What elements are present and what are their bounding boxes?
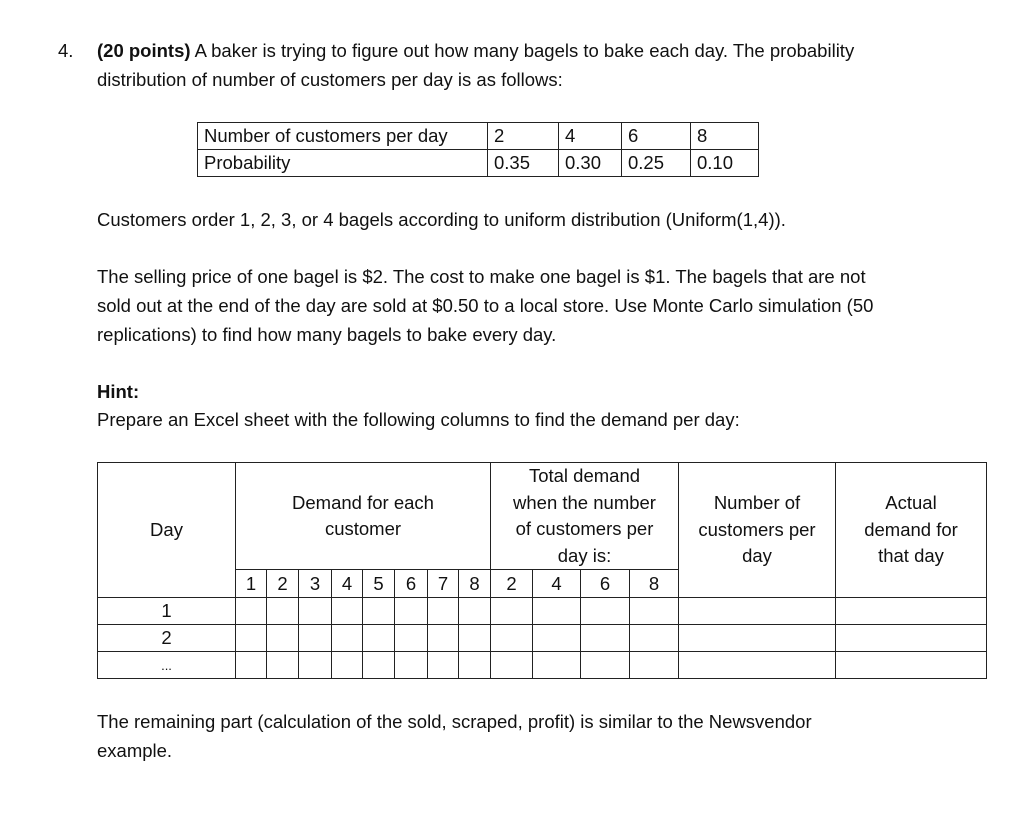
- actual-header-line: demand for: [864, 518, 958, 540]
- total-header-line: Total demand: [528, 465, 641, 486]
- day-cell: 2: [98, 625, 236, 652]
- pricing-line-1: The selling price of one bagel is $2. The cost to make one bagel is $1. The bagels that are not: [97, 266, 866, 287]
- total-col-cell: 4: [533, 570, 581, 598]
- customer-number-cell: 8: [459, 570, 491, 598]
- customers-cell: 6: [622, 123, 691, 150]
- demand-table: [97, 462, 987, 679]
- question-number: 4.: [58, 40, 74, 61]
- pricing-line-3: replications) to find how many bagels to bake every day.: [97, 324, 557, 345]
- demand-header: [236, 463, 491, 570]
- actual-header-line: Actual: [885, 492, 937, 514]
- header-row-top: [98, 463, 987, 570]
- customer-number-cell: 3: [299, 570, 332, 598]
- table-row: [98, 625, 987, 652]
- question-line-1: [97, 36, 854, 65]
- total-header-line: of customers per: [515, 518, 654, 539]
- customers-row-label: Number of customers per day: [198, 123, 488, 150]
- question-text-1: A baker is trying to figure out how many bagels to bake each day. The probability: [194, 40, 855, 61]
- actual-header-line: that day: [878, 545, 944, 567]
- question-line-2: distribution of number of customers per day is as follows:: [97, 69, 563, 90]
- day-cell: ...: [98, 652, 236, 679]
- total-col-cell: 8: [630, 570, 679, 598]
- probability-cell: 0.30: [559, 150, 622, 177]
- num-customers-header-line: customers per: [698, 518, 816, 540]
- total-col-cell: 2: [491, 570, 533, 598]
- probability-cell: 0.35: [488, 150, 559, 177]
- total-demand-header: [491, 463, 679, 570]
- customer-number-cell: 6: [395, 570, 428, 598]
- day-cell: 1: [98, 598, 236, 625]
- customer-number-cell: 4: [332, 570, 363, 598]
- footer-line-2: example.: [97, 740, 173, 761]
- customers-cell: 2: [488, 123, 559, 150]
- hint-text: Prepare an Excel sheet with the following columns to find the demand per day:: [97, 409, 740, 430]
- num-customers-header: [679, 463, 836, 598]
- total-header-line: day is:: [557, 544, 612, 566]
- probability-row: [198, 150, 759, 177]
- customer-number-cell: 7: [428, 570, 459, 598]
- actual-demand-header: [836, 463, 987, 598]
- demand-header-line: customer: [324, 518, 402, 539]
- customer-number-cell: 2: [267, 570, 299, 598]
- probability-table: [197, 122, 759, 177]
- customer-number-cell: 1: [236, 570, 267, 598]
- probability-cell: 0.10: [691, 150, 759, 177]
- customer-number-cell: 5: [363, 570, 395, 598]
- total-col-cell: 6: [581, 570, 630, 598]
- customers-cell: 8: [691, 123, 759, 150]
- num-customers-header-line: Number of: [713, 492, 801, 514]
- customers-cell: 4: [559, 123, 622, 150]
- uniform-text: Customers order 1, 2, 3, or 4 bagels according to uniform distribution (Uniform(1,4)).: [97, 209, 786, 230]
- customers-row: [198, 123, 759, 150]
- pricing-line-2: sold out at the end of the day are sold at $0.50 to a local store. Use Monte Carlo simulation (50: [97, 295, 874, 316]
- table-row: [98, 598, 987, 625]
- num-customers-header-line: day: [742, 545, 772, 567]
- points-label: (20 points): [97, 40, 191, 61]
- hint-title: Hint:: [97, 381, 140, 402]
- total-header-line: when the number: [513, 491, 656, 513]
- footer-line-1: The remaining part (calculation of the sold, scraped, profit) is similar to the Newsvendor: [97, 711, 812, 732]
- demand-header-line: Demand for each: [292, 491, 434, 513]
- probability-cell: 0.25: [622, 150, 691, 177]
- table-row: [98, 652, 987, 679]
- probability-row-label: Probability: [198, 150, 488, 177]
- day-header: Day: [98, 463, 236, 598]
